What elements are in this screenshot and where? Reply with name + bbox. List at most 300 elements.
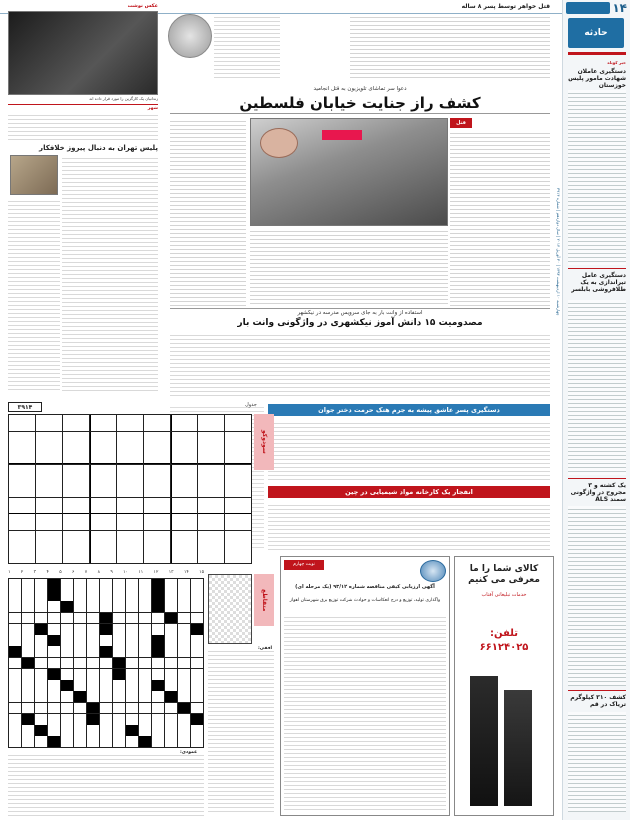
- crossword-cell[interactable]: [126, 691, 138, 702]
- crossword-cell[interactable]: [9, 669, 21, 680]
- sudoku-cell[interactable]: [63, 547, 89, 563]
- crossword-cell[interactable]: [48, 590, 60, 601]
- crossword-cell[interactable]: [178, 635, 190, 646]
- sudoku-cell[interactable]: [198, 547, 224, 563]
- crossword-cell[interactable]: [48, 579, 60, 590]
- sudoku-cell[interactable]: [144, 465, 170, 481]
- crossword-cell[interactable]: [22, 703, 34, 714]
- crossword-cell[interactable]: [100, 703, 112, 714]
- crossword-cell[interactable]: [113, 714, 125, 725]
- crossword-cell[interactable]: [48, 714, 60, 725]
- crossword-cell[interactable]: [139, 601, 151, 612]
- crossword-cell[interactable]: [165, 613, 177, 624]
- crossword-cell[interactable]: [48, 635, 60, 646]
- crossword-cell[interactable]: [178, 601, 190, 612]
- crossword-cell[interactable]: [100, 714, 112, 725]
- crossword-cell[interactable]: [191, 635, 203, 646]
- crossword-cell[interactable]: [87, 624, 99, 635]
- crossword-cell[interactable]: [100, 658, 112, 669]
- crossword-cell[interactable]: [100, 601, 112, 612]
- sudoku-cell[interactable]: [117, 465, 143, 481]
- crossword-cell[interactable]: [100, 579, 112, 590]
- crossword-cell[interactable]: [22, 635, 34, 646]
- crossword-cell[interactable]: [178, 613, 190, 624]
- sudoku-cell[interactable]: [117, 514, 143, 530]
- crossword-cell[interactable]: [165, 669, 177, 680]
- crossword-cell[interactable]: [61, 635, 73, 646]
- crossword-cell[interactable]: [178, 590, 190, 601]
- crossword-cell[interactable]: [48, 703, 60, 714]
- sudoku-cell[interactable]: [144, 547, 170, 563]
- sudoku-cell[interactable]: [144, 481, 170, 497]
- sudoku-cell[interactable]: [117, 448, 143, 464]
- crossword-cell[interactable]: [74, 601, 86, 612]
- crossword-cell[interactable]: [191, 736, 203, 747]
- crossword-cell[interactable]: [74, 703, 86, 714]
- crossword-cell[interactable]: [113, 669, 125, 680]
- crossword-cell[interactable]: [48, 691, 60, 702]
- crossword-cell[interactable]: [191, 691, 203, 702]
- crossword-cell[interactable]: [74, 691, 86, 702]
- crossword-cell[interactable]: [61, 714, 73, 725]
- crossword-cell[interactable]: [113, 703, 125, 714]
- crossword-cell[interactable]: [178, 680, 190, 691]
- sudoku-cell[interactable]: [90, 465, 116, 481]
- crossword-cell[interactable]: [61, 601, 73, 612]
- crossword-cell[interactable]: [126, 703, 138, 714]
- crossword-cell[interactable]: [178, 658, 190, 669]
- crossword-cell[interactable]: [48, 658, 60, 669]
- crossword-cell[interactable]: [48, 624, 60, 635]
- crossword-cell[interactable]: [48, 725, 60, 736]
- crossword-cell[interactable]: [87, 635, 99, 646]
- sudoku-cell[interactable]: [198, 465, 224, 481]
- sudoku-cell[interactable]: [63, 465, 89, 481]
- crossword-cell[interactable]: [87, 590, 99, 601]
- crossword-cell[interactable]: [61, 680, 73, 691]
- sudoku-cell[interactable]: [36, 481, 62, 497]
- sudoku-cell[interactable]: [144, 531, 170, 547]
- crossword-cell[interactable]: [165, 658, 177, 669]
- crossword-cell[interactable]: [35, 736, 47, 747]
- crossword-cell[interactable]: [178, 669, 190, 680]
- crossword-cell[interactable]: [165, 691, 177, 702]
- crossword-cell[interactable]: [178, 703, 190, 714]
- sudoku-cell[interactable]: [198, 531, 224, 547]
- crossword-cell[interactable]: [9, 680, 21, 691]
- crossword-cell[interactable]: [165, 736, 177, 747]
- crossword-cell[interactable]: [100, 613, 112, 624]
- sudoku-cell[interactable]: [225, 465, 251, 481]
- sudoku-cell[interactable]: [225, 547, 251, 563]
- crossword-cell[interactable]: [9, 590, 21, 601]
- crossword-cell[interactable]: [126, 658, 138, 669]
- sudoku-cell[interactable]: [9, 465, 35, 481]
- sudoku-cell[interactable]: [90, 481, 116, 497]
- sudoku-cell[interactable]: [9, 547, 35, 563]
- crossword-cell[interactable]: [152, 579, 164, 590]
- crossword-cell[interactable]: [126, 725, 138, 736]
- crossword-cell[interactable]: [152, 703, 164, 714]
- crossword-cell[interactable]: [74, 646, 86, 657]
- crossword-cell[interactable]: [35, 613, 47, 624]
- crossword-cell[interactable]: [100, 691, 112, 702]
- sudoku-cell[interactable]: [225, 481, 251, 497]
- crossword-cell[interactable]: [178, 736, 190, 747]
- crossword-cell[interactable]: [61, 725, 73, 736]
- crossword-cell[interactable]: [113, 601, 125, 612]
- crossword-cell[interactable]: [139, 691, 151, 702]
- crossword-cell[interactable]: [100, 736, 112, 747]
- crossword-cell[interactable]: [178, 691, 190, 702]
- crossword-cell[interactable]: [9, 703, 21, 714]
- crossword-cell[interactable]: [9, 658, 21, 669]
- crossword-cell[interactable]: [22, 658, 34, 669]
- crossword-cell[interactable]: [22, 691, 34, 702]
- sudoku-grid[interactable]: [8, 414, 252, 564]
- crossword-cell[interactable]: [113, 691, 125, 702]
- crossword-cell[interactable]: [61, 669, 73, 680]
- crossword-cell[interactable]: [191, 646, 203, 657]
- sudoku-cell[interactable]: [36, 531, 62, 547]
- crossword-cell[interactable]: [22, 613, 34, 624]
- crossword-cell[interactable]: [126, 714, 138, 725]
- crossword-cell[interactable]: [100, 624, 112, 635]
- crossword-cell[interactable]: [48, 646, 60, 657]
- crossword-cell[interactable]: [139, 669, 151, 680]
- crossword-cell[interactable]: [74, 579, 86, 590]
- crossword-cell[interactable]: [126, 646, 138, 657]
- sudoku-cell[interactable]: [117, 547, 143, 563]
- sudoku-cell[interactable]: [9, 514, 35, 530]
- crossword-cell[interactable]: [152, 736, 164, 747]
- sudoku-cell[interactable]: [144, 432, 170, 448]
- crossword-cell[interactable]: [9, 714, 21, 725]
- sudoku-cell[interactable]: [90, 531, 116, 547]
- crossword-cell[interactable]: [126, 624, 138, 635]
- crossword-cell[interactable]: [22, 624, 34, 635]
- sudoku-cell[interactable]: [9, 498, 35, 514]
- crossword-cell[interactable]: [61, 613, 73, 624]
- crossword-cell[interactable]: [100, 669, 112, 680]
- sudoku-cell[interactable]: [36, 498, 62, 514]
- crossword-cell[interactable]: [87, 703, 99, 714]
- crossword-cell[interactable]: [35, 590, 47, 601]
- sudoku-cell[interactable]: [117, 531, 143, 547]
- crossword-cell[interactable]: [126, 613, 138, 624]
- crossword-cell[interactable]: [191, 703, 203, 714]
- sudoku-cell[interactable]: [225, 498, 251, 514]
- sudoku-cell[interactable]: [36, 415, 62, 431]
- crossword-cell[interactable]: [74, 613, 86, 624]
- crossword-cell[interactable]: [87, 579, 99, 590]
- crossword-cell[interactable]: [139, 635, 151, 646]
- sudoku-cell[interactable]: [225, 415, 251, 431]
- crossword-cell[interactable]: [87, 680, 99, 691]
- crossword-grid[interactable]: [8, 578, 204, 748]
- sudoku-cell[interactable]: [171, 448, 197, 464]
- crossword-cell[interactable]: [126, 736, 138, 747]
- sudoku-cell[interactable]: [198, 415, 224, 431]
- crossword-cell[interactable]: [9, 725, 21, 736]
- crossword-cell[interactable]: [100, 725, 112, 736]
- crossword-cell[interactable]: [35, 646, 47, 657]
- sudoku-cell[interactable]: [171, 498, 197, 514]
- crossword-cell[interactable]: [165, 635, 177, 646]
- crossword-cell[interactable]: [152, 646, 164, 657]
- crossword-cell[interactable]: [87, 601, 99, 612]
- crossword-cell[interactable]: [113, 736, 125, 747]
- crossword-cell[interactable]: [100, 646, 112, 657]
- crossword-cell[interactable]: [74, 736, 86, 747]
- crossword-cell[interactable]: [22, 601, 34, 612]
- sudoku-cell[interactable]: [171, 415, 197, 431]
- crossword-cell[interactable]: [9, 646, 21, 657]
- sudoku-cell[interactable]: [90, 448, 116, 464]
- crossword-cell[interactable]: [61, 579, 73, 590]
- crossword-cell[interactable]: [139, 736, 151, 747]
- crossword-cell[interactable]: [74, 624, 86, 635]
- sudoku-cell[interactable]: [36, 465, 62, 481]
- crossword-cell[interactable]: [87, 658, 99, 669]
- crossword-cell[interactable]: [113, 613, 125, 624]
- sudoku-cell[interactable]: [171, 465, 197, 481]
- crossword-cell[interactable]: [100, 680, 112, 691]
- crossword-cell[interactable]: [139, 579, 151, 590]
- crossword-cell[interactable]: [152, 590, 164, 601]
- crossword-cell[interactable]: [152, 669, 164, 680]
- sudoku-cell[interactable]: [90, 415, 116, 431]
- crossword-cell[interactable]: [113, 658, 125, 669]
- sudoku-cell[interactable]: [63, 432, 89, 448]
- sudoku-cell[interactable]: [144, 514, 170, 530]
- sudoku-cell[interactable]: [117, 481, 143, 497]
- crossword-cell[interactable]: [35, 669, 47, 680]
- crossword-cell[interactable]: [9, 635, 21, 646]
- crossword-cell[interactable]: [126, 635, 138, 646]
- crossword-cell[interactable]: [74, 680, 86, 691]
- crossword-cell[interactable]: [61, 691, 73, 702]
- crossword-cell[interactable]: [87, 669, 99, 680]
- sudoku-cell[interactable]: [171, 514, 197, 530]
- crossword-cell[interactable]: [139, 680, 151, 691]
- crossword-cell[interactable]: [113, 579, 125, 590]
- crossword-cell[interactable]: [178, 646, 190, 657]
- crossword-cell[interactable]: [152, 624, 164, 635]
- crossword-cell[interactable]: [87, 613, 99, 624]
- crossword-cell[interactable]: [191, 613, 203, 624]
- crossword-cell[interactable]: [9, 613, 21, 624]
- crossword-cell[interactable]: [126, 601, 138, 612]
- crossword-cell[interactable]: [113, 624, 125, 635]
- sudoku-cell[interactable]: [9, 481, 35, 497]
- sudoku-cell[interactable]: [117, 432, 143, 448]
- crossword-cell[interactable]: [61, 736, 73, 747]
- crossword-cell[interactable]: [61, 646, 73, 657]
- crossword-cell[interactable]: [22, 669, 34, 680]
- sudoku-cell[interactable]: [144, 448, 170, 464]
- sudoku-cell[interactable]: [198, 481, 224, 497]
- crossword-cell[interactable]: [48, 601, 60, 612]
- sudoku-cell[interactable]: [198, 448, 224, 464]
- sudoku-cell[interactable]: [9, 415, 35, 431]
- crossword-cell[interactable]: [87, 736, 99, 747]
- sudoku-cell[interactable]: [36, 547, 62, 563]
- crossword-cell[interactable]: [35, 714, 47, 725]
- crossword-cell[interactable]: [139, 725, 151, 736]
- crossword-cell[interactable]: [100, 635, 112, 646]
- crossword-cell[interactable]: [74, 590, 86, 601]
- crossword-cell[interactable]: [9, 624, 21, 635]
- crossword-cell[interactable]: [178, 624, 190, 635]
- crossword-cell[interactable]: [191, 658, 203, 669]
- crossword-cell[interactable]: [126, 669, 138, 680]
- crossword-cell[interactable]: [35, 635, 47, 646]
- crossword-cell[interactable]: [152, 635, 164, 646]
- sudoku-cell[interactable]: [36, 432, 62, 448]
- crossword-cell[interactable]: [61, 703, 73, 714]
- crossword-cell[interactable]: [113, 725, 125, 736]
- crossword-cell[interactable]: [139, 590, 151, 601]
- crossword-cell[interactable]: [74, 658, 86, 669]
- crossword-cell[interactable]: [165, 703, 177, 714]
- sudoku-cell[interactable]: [63, 481, 89, 497]
- sudoku-cell[interactable]: [144, 415, 170, 431]
- crossword-cell[interactable]: [191, 601, 203, 612]
- crossword-cell[interactable]: [22, 714, 34, 725]
- crossword-cell[interactable]: [35, 703, 47, 714]
- crossword-cell[interactable]: [87, 646, 99, 657]
- crossword-cell[interactable]: [74, 725, 86, 736]
- crossword-cell[interactable]: [100, 590, 112, 601]
- crossword-cell[interactable]: [165, 601, 177, 612]
- crossword-cell[interactable]: [191, 714, 203, 725]
- crossword-cell[interactable]: [74, 714, 86, 725]
- sudoku-cell[interactable]: [171, 531, 197, 547]
- crossword-cell[interactable]: [165, 646, 177, 657]
- sudoku-cell[interactable]: [198, 514, 224, 530]
- crossword-cell[interactable]: [87, 691, 99, 702]
- crossword-cell[interactable]: [22, 725, 34, 736]
- crossword-cell[interactable]: [74, 669, 86, 680]
- crossword-cell[interactable]: [152, 601, 164, 612]
- crossword-cell[interactable]: [48, 613, 60, 624]
- sudoku-cell[interactable]: [225, 448, 251, 464]
- crossword-cell[interactable]: [126, 680, 138, 691]
- crossword-cell[interactable]: [22, 736, 34, 747]
- sudoku-cell[interactable]: [9, 448, 35, 464]
- crossword-cell[interactable]: [178, 725, 190, 736]
- crossword-cell[interactable]: [22, 579, 34, 590]
- crossword-cell[interactable]: [178, 579, 190, 590]
- crossword-cell[interactable]: [139, 658, 151, 669]
- crossword-cell[interactable]: [22, 680, 34, 691]
- sudoku-cell[interactable]: [63, 448, 89, 464]
- crossword-cell[interactable]: [191, 590, 203, 601]
- crossword-cell[interactable]: [165, 680, 177, 691]
- crossword-cell[interactable]: [165, 590, 177, 601]
- crossword-cell[interactable]: [165, 579, 177, 590]
- crossword-cell[interactable]: [139, 646, 151, 657]
- crossword-cell[interactable]: [87, 714, 99, 725]
- crossword-cell[interactable]: [87, 725, 99, 736]
- crossword-cell[interactable]: [152, 691, 164, 702]
- crossword-cell[interactable]: [191, 680, 203, 691]
- crossword-cell[interactable]: [61, 624, 73, 635]
- crossword-cell[interactable]: [113, 680, 125, 691]
- crossword-cell[interactable]: [48, 669, 60, 680]
- crossword-cell[interactable]: [9, 736, 21, 747]
- crossword-cell[interactable]: [113, 635, 125, 646]
- sudoku-cell[interactable]: [90, 498, 116, 514]
- sudoku-cell[interactable]: [90, 514, 116, 530]
- crossword-cell[interactable]: [165, 624, 177, 635]
- word-search-grid[interactable]: [208, 574, 252, 644]
- crossword-cell[interactable]: [35, 624, 47, 635]
- crossword-cell[interactable]: [35, 691, 47, 702]
- crossword-cell[interactable]: [35, 601, 47, 612]
- crossword-cell[interactable]: [61, 658, 73, 669]
- sudoku-cell[interactable]: [225, 514, 251, 530]
- crossword-cell[interactable]: [152, 714, 164, 725]
- sudoku-cell[interactable]: [36, 448, 62, 464]
- sudoku-cell[interactable]: [90, 432, 116, 448]
- crossword-cell[interactable]: [139, 703, 151, 714]
- crossword-cell[interactable]: [152, 680, 164, 691]
- sudoku-cell[interactable]: [117, 415, 143, 431]
- sudoku-cell[interactable]: [225, 531, 251, 547]
- crossword-cell[interactable]: [165, 725, 177, 736]
- crossword-cell[interactable]: [178, 714, 190, 725]
- sudoku-cell[interactable]: [63, 498, 89, 514]
- crossword-cell[interactable]: [48, 736, 60, 747]
- crossword-cell[interactable]: [22, 646, 34, 657]
- crossword-cell[interactable]: [9, 691, 21, 702]
- crossword-cell[interactable]: [35, 579, 47, 590]
- sudoku-cell[interactable]: [63, 415, 89, 431]
- crossword-cell[interactable]: [61, 590, 73, 601]
- sudoku-cell[interactable]: [9, 531, 35, 547]
- crossword-cell[interactable]: [139, 624, 151, 635]
- sudoku-cell[interactable]: [171, 547, 197, 563]
- crossword-cell[interactable]: [48, 680, 60, 691]
- crossword-cell[interactable]: [35, 658, 47, 669]
- crossword-cell[interactable]: [191, 669, 203, 680]
- sudoku-cell[interactable]: [9, 432, 35, 448]
- crossword-cell[interactable]: [152, 613, 164, 624]
- crossword-cell[interactable]: [113, 646, 125, 657]
- crossword-cell[interactable]: [139, 613, 151, 624]
- crossword-cell[interactable]: [9, 601, 21, 612]
- crossword-cell[interactable]: [9, 579, 21, 590]
- crossword-cell[interactable]: [139, 714, 151, 725]
- crossword-cell[interactable]: [152, 658, 164, 669]
- crossword-cell[interactable]: [152, 725, 164, 736]
- sudoku-cell[interactable]: [171, 481, 197, 497]
- sudoku-cell[interactable]: [117, 498, 143, 514]
- crossword-cell[interactable]: [35, 725, 47, 736]
- crossword-cell[interactable]: [191, 624, 203, 635]
- sudoku-cell[interactable]: [36, 514, 62, 530]
- crossword-cell[interactable]: [74, 635, 86, 646]
- crossword-cell[interactable]: [22, 590, 34, 601]
- sudoku-cell[interactable]: [198, 498, 224, 514]
- sudoku-cell[interactable]: [225, 432, 251, 448]
- sudoku-cell[interactable]: [63, 531, 89, 547]
- sudoku-cell[interactable]: [144, 498, 170, 514]
- crossword-cell[interactable]: [126, 590, 138, 601]
- sudoku-cell[interactable]: [171, 432, 197, 448]
